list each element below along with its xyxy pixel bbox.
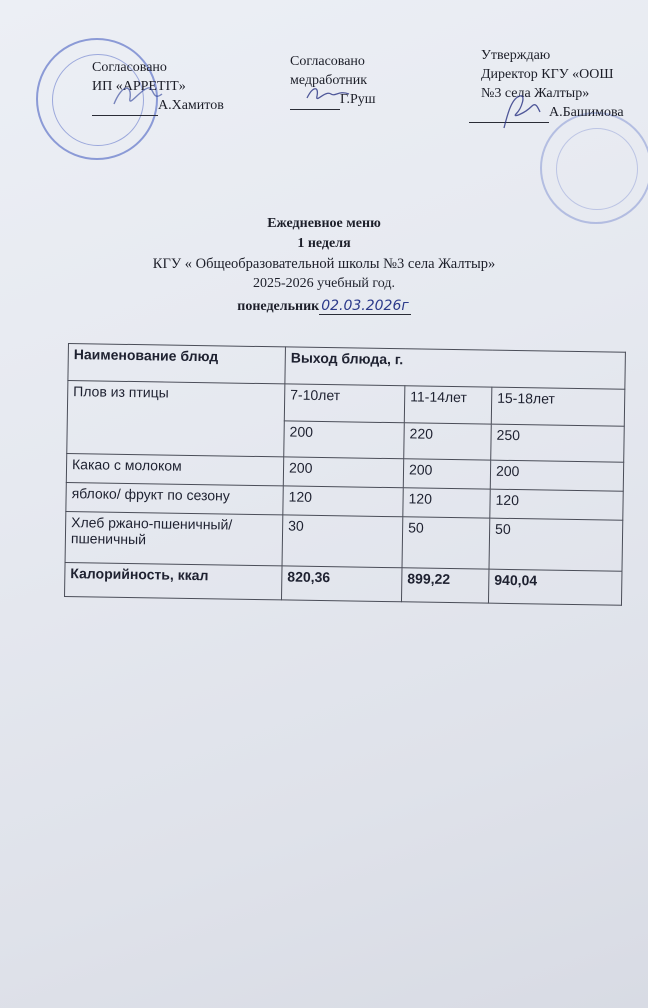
menu-week: 1 неделя — [297, 236, 351, 251]
header-dish-name: Наименование блюд — [68, 344, 286, 384]
signature-director — [498, 92, 542, 132]
portion-value: 30 — [282, 515, 403, 568]
menu-title: Ежедневное меню — [267, 216, 381, 231]
approval-title: Согласовано — [290, 54, 365, 69]
portion-value: 200 — [284, 421, 405, 459]
approval-title: Утверждаю — [481, 48, 551, 63]
portion-value: 120 — [490, 489, 623, 520]
table-age-row — [67, 381, 625, 427]
portion-value: 220 — [404, 423, 492, 460]
organization-stamp-right — [540, 112, 648, 224]
header-yield: Выход блюда, г. — [285, 347, 626, 389]
portion-value: 200 — [490, 460, 623, 491]
portion-value: 120 — [403, 488, 490, 518]
portion-value: 50 — [489, 518, 623, 571]
signature-medic — [305, 84, 351, 108]
total-label: Калорийность, ккал — [65, 562, 283, 599]
menu-table — [64, 343, 626, 606]
approval-position: медработник — [290, 73, 368, 88]
approval-signer: Г.Руш — [340, 92, 376, 107]
portion-value: 50 — [402, 517, 490, 569]
handwritten-date: 02.03.2026г — [321, 298, 409, 314]
age-group: 7-10лет — [284, 384, 405, 423]
approval-title: Согласовано — [92, 60, 167, 75]
approval-position-line2: №3 села Жалтыр» — [481, 86, 590, 101]
signature-supplier — [110, 80, 170, 112]
approval-position: ИП «APPETIT» — [92, 79, 186, 94]
dish-name: яблоко/ фрукт по сезону — [66, 482, 283, 514]
total-value: 899,22 — [401, 568, 489, 603]
dish-name: Хлеб ржано-пшеничный/пшеничный — [65, 511, 283, 565]
school-name: КГУ « Общеобразовательной школы №3 села Жалтыр» — [152, 256, 496, 272]
portion-value: 200 — [403, 459, 490, 489]
approval-position-line1: Директор КГУ «ООШ — [481, 67, 614, 82]
dish-name: Какао с молоком — [66, 453, 283, 485]
age-group: 11-14лет — [404, 386, 492, 424]
total-value: 820,36 — [281, 566, 402, 602]
portion-value: 120 — [283, 486, 403, 517]
day-label: понедельник — [237, 299, 320, 314]
dish-name: Плов из птицы — [67, 381, 285, 457]
menu-day — [0, 296, 648, 317]
total-value: 940,04 — [488, 569, 622, 605]
approval-signer: А.Хамитов — [158, 98, 224, 113]
age-group: 15-18лет — [491, 387, 625, 426]
portion-value: 250 — [491, 424, 625, 462]
approval-signer: А.Башимова — [549, 105, 624, 120]
school-year: 2025-2026 учебный год. — [252, 276, 396, 291]
portion-value: 200 — [283, 457, 403, 488]
table-row — [65, 511, 623, 571]
